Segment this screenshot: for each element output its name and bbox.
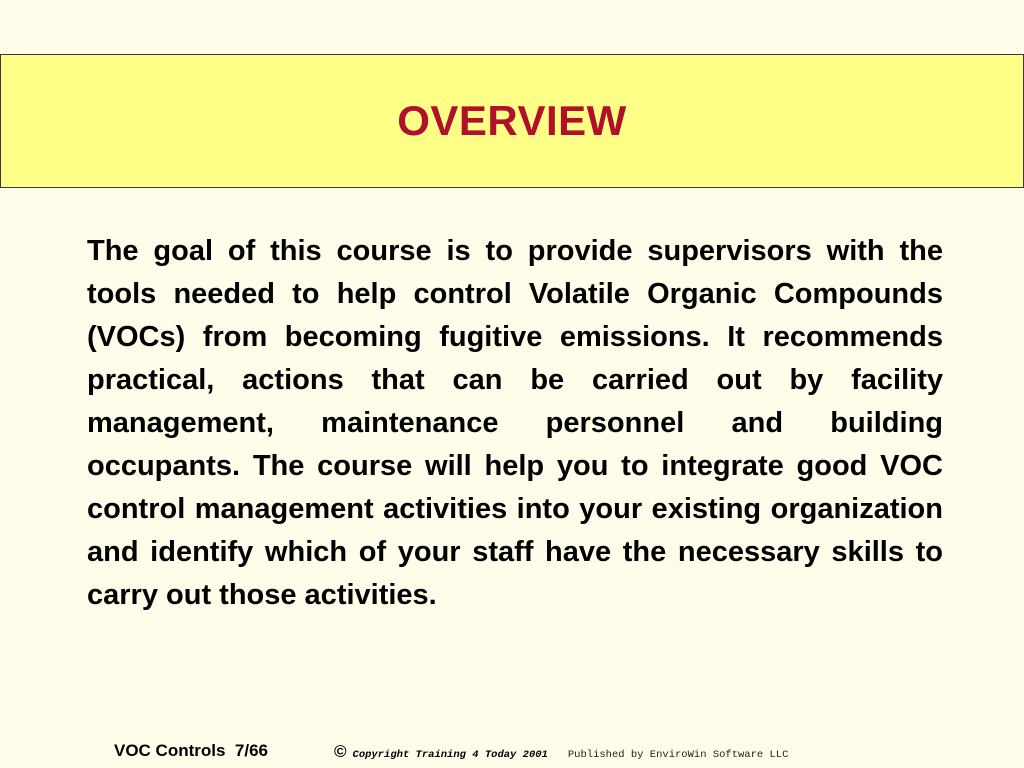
- copyright-symbol: ©: [334, 742, 347, 761]
- overview-paragraph: The goal of this course is to provide supervisors with the tools needed to help control Volatile Organic Compounds (VOCs) from becoming fugitive emissions. It recommends practical, actions that can be carried out by facility management, maintenance personnel and building occupants. The course will help you to integrate good VOC control management activities into your existing organization and identify which of your staff have the necessary skills to carry out those activities.: [87, 235, 943, 611]
- copyright-text: Copyright Training 4 Today 2001: [352, 749, 548, 761]
- title-banner: [0, 54, 1024, 188]
- slide-title: OVERVIEW: [397, 97, 627, 144]
- publisher-text: Published by EnviroWin Software LLC: [567, 749, 789, 761]
- slide-counter: VOC Controls 7/66: [114, 741, 268, 760]
- copyright-notice: [334, 742, 788, 762]
